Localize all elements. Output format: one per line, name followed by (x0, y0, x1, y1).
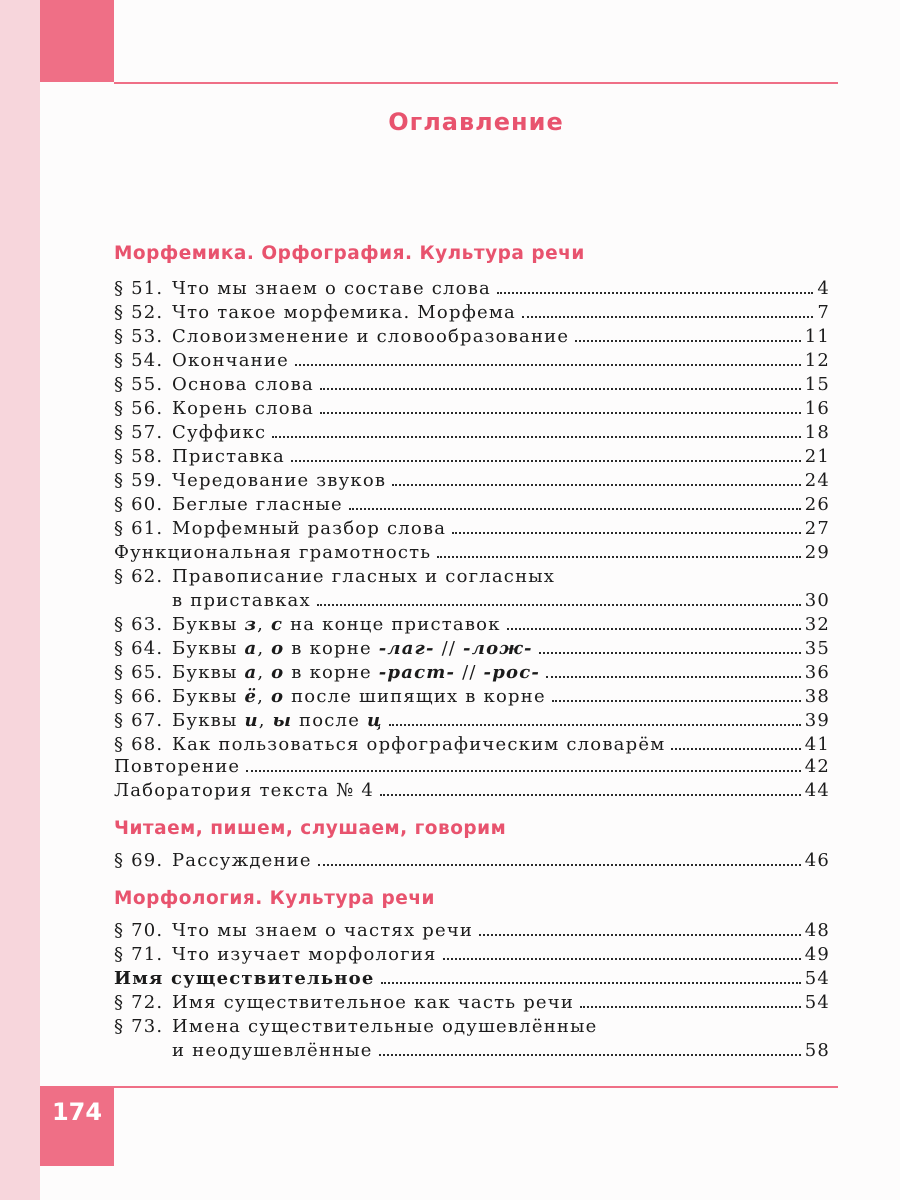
entry-page: 16 (804, 398, 830, 419)
entry-title: Корень слова (172, 398, 315, 419)
section-title-morphemics: Морфемика. Орфография. Культура речи (114, 243, 585, 264)
entry-title: Основа слова (172, 374, 314, 395)
dot-leader (295, 364, 801, 366)
toc-entry[interactable] (114, 756, 830, 780)
entry-number: § 72. (114, 992, 164, 1013)
toc-entry[interactable] (114, 374, 830, 398)
entry-page: 38 (804, 686, 830, 707)
toc-entry[interactable] (114, 422, 830, 446)
entry-number: § 70. (114, 920, 164, 941)
dot-leader (291, 460, 801, 462)
toc-entry[interactable] (114, 686, 830, 710)
entry-title: Буквы ё, о после шипящих в корне (172, 686, 546, 707)
entry-number: § 69. (114, 850, 164, 871)
toc-entry[interactable] (114, 398, 830, 422)
entry-page: 29 (804, 542, 830, 563)
entry-page: 35 (804, 638, 830, 659)
dot-leader (379, 1054, 801, 1056)
entry-number: § 73. (114, 1016, 164, 1037)
entry-title-line1: Правописание гласных и согласных (172, 566, 556, 587)
entry-title: Чередование звуков (172, 470, 387, 491)
dot-leader (380, 794, 801, 796)
entry-title: Имя существительное (114, 968, 375, 989)
entry-page: 4 (817, 278, 830, 299)
section-title-morphology: Морфология. Культура речи (114, 888, 435, 909)
entry-page: 58 (804, 1040, 830, 1061)
entry-number: § 61. (114, 518, 164, 539)
toc-entry[interactable] (114, 446, 830, 470)
toc-entry[interactable] (114, 968, 830, 992)
entry-number: § 65. (114, 662, 164, 683)
dot-leader (317, 604, 801, 606)
dot-leader (452, 532, 801, 534)
toc-entry[interactable] (114, 326, 830, 350)
dot-leader (320, 388, 801, 390)
entry-title: Что такое морфемика. Морфема (172, 302, 516, 323)
entry-number: § 62. (114, 566, 164, 587)
toc-entry[interactable] (114, 518, 830, 542)
dot-leader (671, 748, 800, 750)
toc-entry[interactable] (114, 494, 830, 518)
toc-entry[interactable] (114, 302, 830, 326)
toc-entry[interactable] (114, 944, 830, 968)
bottom-rule (114, 1086, 838, 1088)
entry-page: 36 (804, 662, 830, 683)
toc-entry-continuation[interactable] (172, 590, 830, 612)
dot-leader (479, 934, 801, 936)
entry-page: 48 (804, 920, 830, 941)
dot-leader (318, 864, 801, 866)
top-rule (114, 82, 838, 84)
entry-number: § 67. (114, 710, 164, 731)
entry-page: 39 (804, 710, 830, 731)
toc-entry-first-line[interactable] (114, 1016, 597, 1038)
toc-entry[interactable] (114, 350, 830, 374)
entry-title: Буквы а, о в корне -раст- // -рос- (172, 662, 541, 683)
toc-entry[interactable] (114, 850, 830, 874)
entry-page: 30 (804, 590, 830, 611)
entry-title: Суффикс (172, 422, 267, 443)
entry-page: 42 (804, 756, 830, 777)
entry-number: § 54. (114, 350, 164, 371)
dot-leader (392, 484, 800, 486)
entry-title: Что мы знаем о составе слова (172, 278, 491, 299)
entry-page: 44 (804, 780, 830, 801)
entry-page: 21 (804, 446, 830, 467)
entry-page: 7 (817, 302, 830, 323)
toc-entry[interactable] (114, 542, 830, 566)
page-number: 174 (51, 1098, 103, 1126)
entry-title: Как пользоваться орфографическим словарём (172, 734, 666, 755)
dot-leader (497, 292, 813, 294)
toc-entry[interactable] (114, 638, 830, 662)
dot-leader (575, 340, 800, 342)
entry-title: Имя существительное как часть речи (172, 992, 575, 1013)
page-title: Оглавление (388, 108, 564, 136)
entry-title: Рассуждение (172, 850, 312, 871)
entry-number: § 53. (114, 326, 164, 347)
entry-number: § 71. (114, 944, 164, 965)
top-color-tab (40, 0, 114, 82)
toc-entry-continuation[interactable] (172, 1040, 830, 1062)
toc-entry-first-line[interactable] (114, 566, 555, 588)
entry-title: Что изучает морфология (172, 944, 437, 965)
toc-entry[interactable] (114, 710, 830, 734)
entry-title: Окончание (172, 350, 289, 371)
entry-page: 26 (804, 494, 830, 515)
entry-page: 54 (804, 992, 830, 1013)
toc-entry[interactable] (114, 920, 830, 944)
entry-title: в приставках (172, 590, 311, 611)
dot-leader (272, 436, 800, 438)
entry-title: Буквы и, ы после ц (172, 710, 383, 731)
entry-number: § 66. (114, 686, 164, 707)
entry-number: § 58. (114, 446, 164, 467)
dot-leader (539, 652, 801, 654)
entry-number: § 63. (114, 614, 164, 635)
entry-title: Морфемный разбор слова (172, 518, 447, 539)
left-margin-strip (0, 0, 40, 1200)
entry-page: 15 (804, 374, 830, 395)
dot-leader (546, 676, 801, 678)
entry-page: 24 (804, 470, 830, 491)
toc-entry[interactable] (114, 780, 830, 804)
dot-leader (381, 982, 801, 984)
entry-number: § 57. (114, 422, 164, 443)
dot-leader (320, 412, 801, 414)
entry-number: § 52. (114, 302, 164, 323)
entry-number: § 51. (114, 278, 164, 299)
dot-leader (389, 724, 801, 726)
entry-number: § 64. (114, 638, 164, 659)
entry-title: Что мы знаем о частях речи (172, 920, 474, 941)
toc-entry[interactable] (114, 734, 830, 758)
entry-page: 27 (804, 518, 830, 539)
dot-leader (349, 508, 801, 510)
dot-leader (507, 628, 801, 630)
entry-title: Беглые гласные (172, 494, 343, 515)
toc-entry[interactable] (114, 470, 830, 494)
toc-entry[interactable] (114, 662, 830, 686)
toc-entry[interactable] (114, 278, 830, 302)
entry-page: 18 (804, 422, 830, 443)
entry-page: 32 (804, 614, 830, 635)
dot-leader (437, 556, 800, 558)
entry-title: Буквы з, с на конце приставок (172, 614, 501, 635)
dot-leader (246, 770, 800, 772)
entry-number: § 68. (114, 734, 164, 755)
toc-entry[interactable] (114, 992, 830, 1016)
entry-number: § 55. (114, 374, 164, 395)
section-title-speech: Читаем, пишем, слушаем, говорим (114, 818, 507, 839)
dot-leader (580, 1006, 801, 1008)
entry-page: 12 (804, 350, 830, 371)
dot-leader (552, 700, 801, 702)
entry-number: § 60. (114, 494, 164, 515)
entry-number: § 59. (114, 470, 164, 491)
entry-title: Функциональная грамотность (114, 542, 432, 563)
entry-title: Повторение (114, 756, 241, 777)
entry-number: § 56. (114, 398, 164, 419)
entry-title-line1: Имена существительные одушевлённые (172, 1016, 598, 1037)
entry-page: 46 (804, 850, 830, 871)
entry-page: 41 (804, 734, 830, 755)
dot-leader (522, 316, 813, 318)
entry-page: 54 (804, 968, 830, 989)
entry-title: Словоизменение и словообразование (172, 326, 570, 347)
entry-page: 11 (804, 326, 830, 347)
toc-entry[interactable] (114, 614, 830, 638)
entry-title: и неодушевлённые (172, 1040, 373, 1061)
entry-title: Буквы а, о в корне -лаг- // -лож- (172, 638, 533, 659)
entry-page: 49 (804, 944, 830, 965)
entry-title: Лаборатория текста № 4 (114, 780, 375, 801)
dot-leader (443, 958, 801, 960)
entry-title: Приставка (172, 446, 285, 467)
